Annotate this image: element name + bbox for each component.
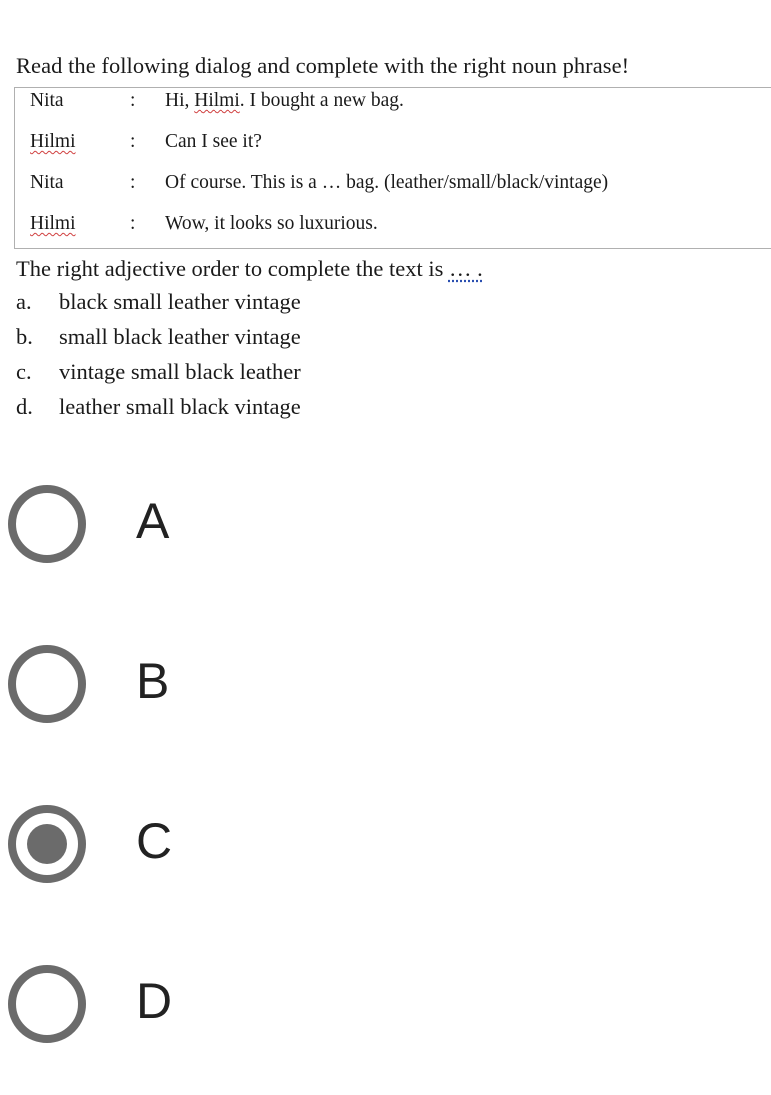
option-letter: d.	[16, 394, 33, 419]
choice-label[interactable]: B	[136, 653, 170, 709]
question-image	[0, 0, 771, 440]
dialog-speaker: Hilmi	[30, 131, 76, 152]
dialog-line-post: . I bought a new bag.	[239, 90, 404, 111]
radio-unchecked-icon[interactable]	[8, 965, 86, 1043]
dialog-colon: :	[130, 131, 136, 152]
question-prompt	[16, 256, 483, 282]
choice-a[interactable]	[0, 485, 771, 615]
option-letter: c.	[16, 359, 32, 384]
choice-label[interactable]: D	[136, 973, 173, 1029]
prompt-text: The right adjective order to complete the text is	[16, 256, 449, 281]
option-letter: a.	[16, 289, 32, 314]
dialog-colon: :	[130, 90, 136, 111]
radio-unchecked-icon[interactable]	[8, 485, 86, 563]
choice-d[interactable]	[0, 965, 771, 1095]
dialog-line: Can I see it?	[165, 131, 262, 152]
answer-option-text	[16, 324, 301, 350]
prompt-blank: … .	[448, 256, 483, 281]
dialog-colon: :	[130, 172, 136, 193]
radio-unchecked-icon[interactable]	[8, 645, 86, 723]
radio-checked-icon[interactable]	[8, 805, 86, 883]
choice-label[interactable]: A	[136, 493, 170, 549]
dialog-line-pre: Hi,	[165, 90, 195, 111]
dialog-speaker: Nita	[30, 90, 64, 111]
dialog-speaker: Hilmi	[30, 213, 76, 234]
dialog-line	[165, 90, 404, 112]
answer-option-text	[16, 394, 301, 420]
dialog-table	[14, 87, 771, 249]
choice-label[interactable]: C	[136, 813, 173, 869]
option-letter: b.	[16, 324, 33, 349]
dialog-line: Wow, it looks so luxurious.	[165, 213, 378, 234]
dialog-line: Of course. This is a … bag. (leather/small/black/vintage)	[165, 172, 609, 193]
choice-b[interactable]	[0, 645, 771, 775]
dialog-line-marked-word: Hilmi	[194, 90, 240, 111]
radio-dot	[27, 824, 67, 864]
option-text: vintage small black leather	[59, 359, 301, 384]
question-instruction: Read the following dialog and complete with the right noun phrase!	[16, 53, 630, 78]
option-text: leather small black vintage	[59, 394, 301, 419]
choice-c[interactable]	[0, 805, 771, 935]
option-text: small black leather vintage	[59, 324, 301, 349]
option-text: black small leather vintage	[59, 289, 301, 314]
dialog-speaker: Nita	[30, 172, 64, 193]
answer-option-text	[16, 289, 301, 315]
answer-option-text	[16, 359, 301, 385]
dialog-colon: :	[130, 213, 136, 234]
